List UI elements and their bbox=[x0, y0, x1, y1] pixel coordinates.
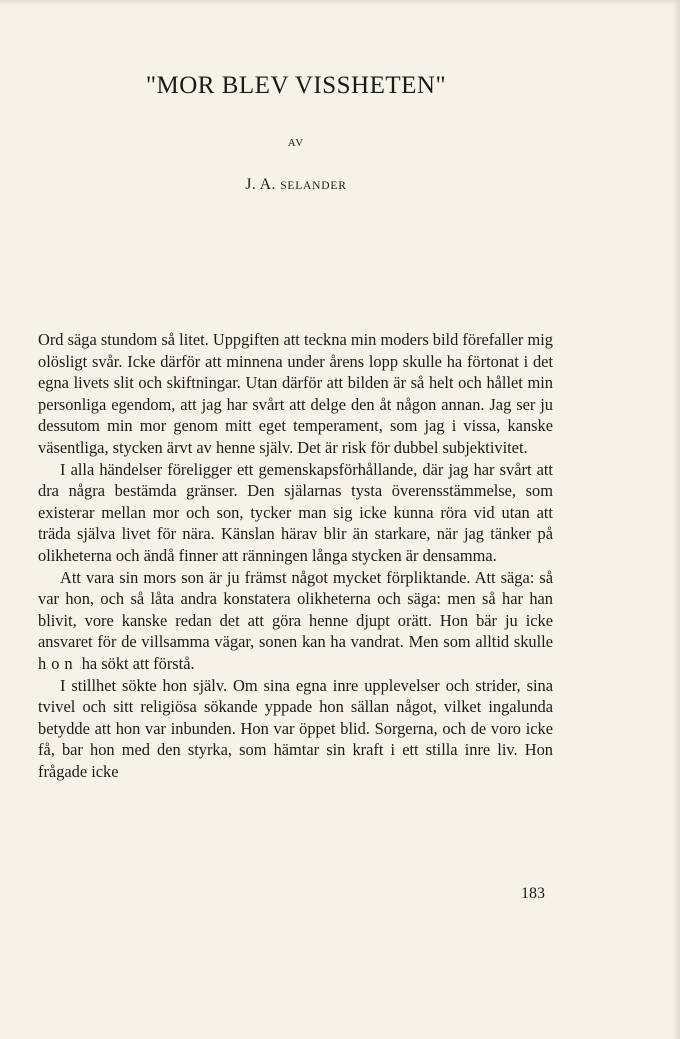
article-body bbox=[38, 329, 553, 782]
paragraph-2: I alla händelser föreligger ett gemenskapsförhållande, där jag har svårt att dra några bestämda gränser. Den själarnas tysta överensstämmelse, som existerar mellan mor och son, tycker man sig icke kunna röra vid utan att träda själva livet för nära. Känslan härav blir än starkare, när jag tänker på olikheterna och ändå finner att ränningen långa stycken är densamma. bbox=[38, 459, 553, 565]
author-initials: J. A. bbox=[245, 176, 276, 193]
byline-by: AV bbox=[287, 137, 305, 149]
paragraph-4: I stillhet sökte hon själv. Om sina egna inre upplevelser och strider, sina tvivel och sitt religiösa sökande yppade hon sällan något, vilket ingalunda betydde att hon var inbunden. Hon var öppet blid. Sorgerna, och de voro icke få, bar hon med den styrka, som hämtar sin kraft i ett stilla inre liv. Hon frågade icke bbox=[38, 675, 553, 781]
paragraph-3 bbox=[38, 567, 553, 675]
page-number: 183 bbox=[521, 885, 545, 902]
paragraph-1: Ord säga stundom så litet. Uppgiften att teckna min moders bild förefaller mig olösligt svår. Icke därför att minnena under årens lopp skulle ha förtonat i det egna livets slit och skiftningar. Utan därför att bilden är så helt och hållet min personliga egendom, att jag har svårt att delge den åt någon annan. Jag ser ju dessutom min mor genom mitt eget temperament, som jag i vissa, kanske väsentliga, stycken ärvt av henne själv. Det är risk för dubbel subjektivitet. bbox=[38, 330, 553, 457]
paragraph-3-text-after: ha sökt att förstå. bbox=[77, 653, 195, 673]
paragraph-3-emphasis: hon bbox=[38, 653, 78, 673]
paragraph-3-text-before: Att vara sin mors son är ju främst något mycket förpliktande. Att säga: så var hon, och så låta andra konstatera olikheterna och säga: men så har han blivit, vore kanske redan det att göra henne djupt orätt. Hon bär ju icke ansvaret för de villsamma vägar, sonen kan ha vandrat. Men som alltid skulle bbox=[38, 567, 553, 652]
article-title: "MOR BLEV VISSHETEN" bbox=[145, 72, 447, 99]
page-right-edge bbox=[672, 0, 680, 1039]
author-name bbox=[0, 176, 592, 194]
author-surname: SELANDER bbox=[280, 180, 347, 192]
page-top-edge bbox=[0, 0, 680, 5]
